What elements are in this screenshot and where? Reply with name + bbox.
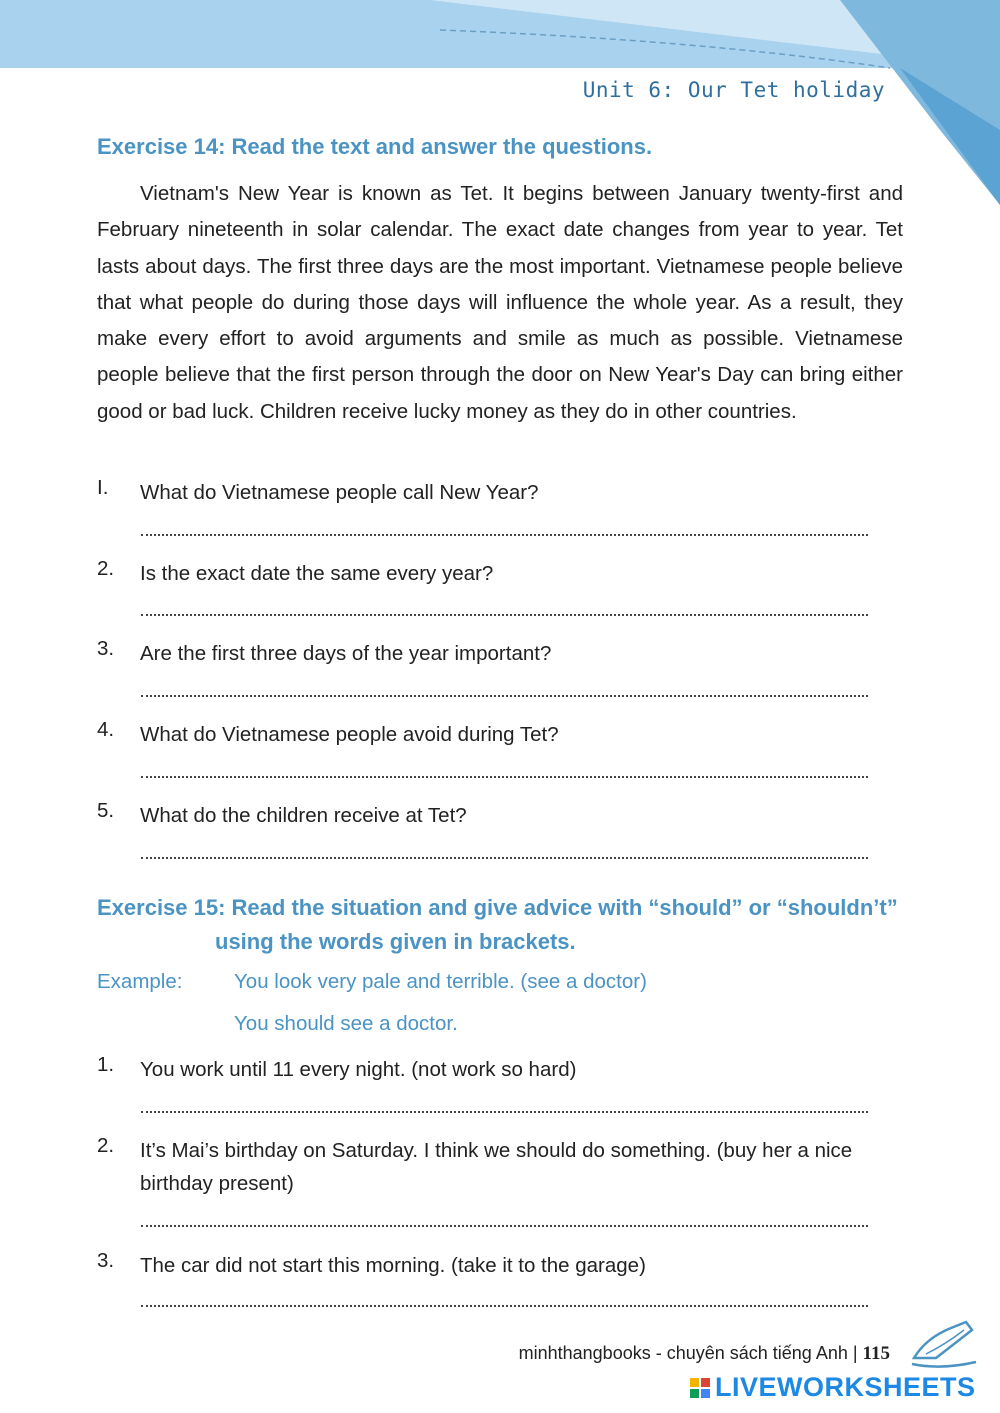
pen-icon [906,1318,986,1373]
answer-line[interactable] [141,1305,868,1307]
question-text: The car did not start this morning. (take it to the garage) [140,1254,646,1277]
answer-line[interactable] [141,1111,868,1113]
answer-line[interactable] [141,614,868,616]
answer-line[interactable] [141,695,868,697]
exercise-14-title: Exercise 14: Read the text and answer the questions. [97,134,653,159]
question-number: 3. [97,1249,115,1272]
example-answer: You should see a doctor. [234,1012,458,1035]
question-number: 2. [97,1134,115,1157]
question-number: 1. [97,1053,115,1076]
answer-line[interactable] [141,534,868,536]
page-footer [519,1343,890,1365]
reading-passage: Vietnam's New Year is known as Tet. It begins between January twenty-first and February nineteenth in solar calendar. The exact date changes from year to year. Tet lasts about days. The first three days are the most important. Vietnamese people believe that what people do during those days will influence the whole year. As a result, they make every effort to avoid arguments and smile as much as possible. Vietnamese people believe that the first person through the door on New Year's Day can bring either good or bad luck. Children receive lucky money as they do in other countries. [97,182,903,423]
question-number: 2. [97,557,115,580]
page-number: 115 [862,1343,890,1364]
unit-title: Unit 6: Our Tet holiday [582,78,885,102]
example-label: Example: [97,970,183,993]
question-number: 5. [97,799,115,822]
publisher-text: minhthangbooks - chuyên sách tiếng Anh | [518,1343,858,1363]
question-text: What do Vietnamese people call New Year? [140,481,539,504]
liveworksheets-logo-icon [690,1378,712,1402]
question-text: Are the first three days of the year important? [140,642,552,665]
question-number: I. [97,476,109,499]
question-text: You work until 11 every night. (not work so hard) [140,1058,577,1081]
question-text: What do Vietnamese people avoid during Tet? [140,723,559,746]
liveworksheets-brand: LIVEWORKSHEETS [715,1372,976,1402]
question-number: 4. [97,718,115,741]
exercise-15-title: Exercise 15: Read the situation and give advice with “should” or “shouldn’t” [97,895,898,920]
example-situation: You look very pale and terrible. (see a doctor) [234,970,647,993]
question-number: 3. [97,637,115,660]
question-text: What do the children receive at Tet? [140,804,467,827]
answer-line[interactable] [141,776,868,778]
answer-line[interactable] [141,1225,868,1227]
question-text: Is the exact date the same every year? [140,562,494,585]
exercise-15-title-line2: using the words given in brackets. [215,929,576,954]
question-text: It’s Mai’s birthday on Saturday. I think we should do something. (buy her a nice birthday present) [140,1139,853,1195]
answer-line[interactable] [141,857,868,859]
